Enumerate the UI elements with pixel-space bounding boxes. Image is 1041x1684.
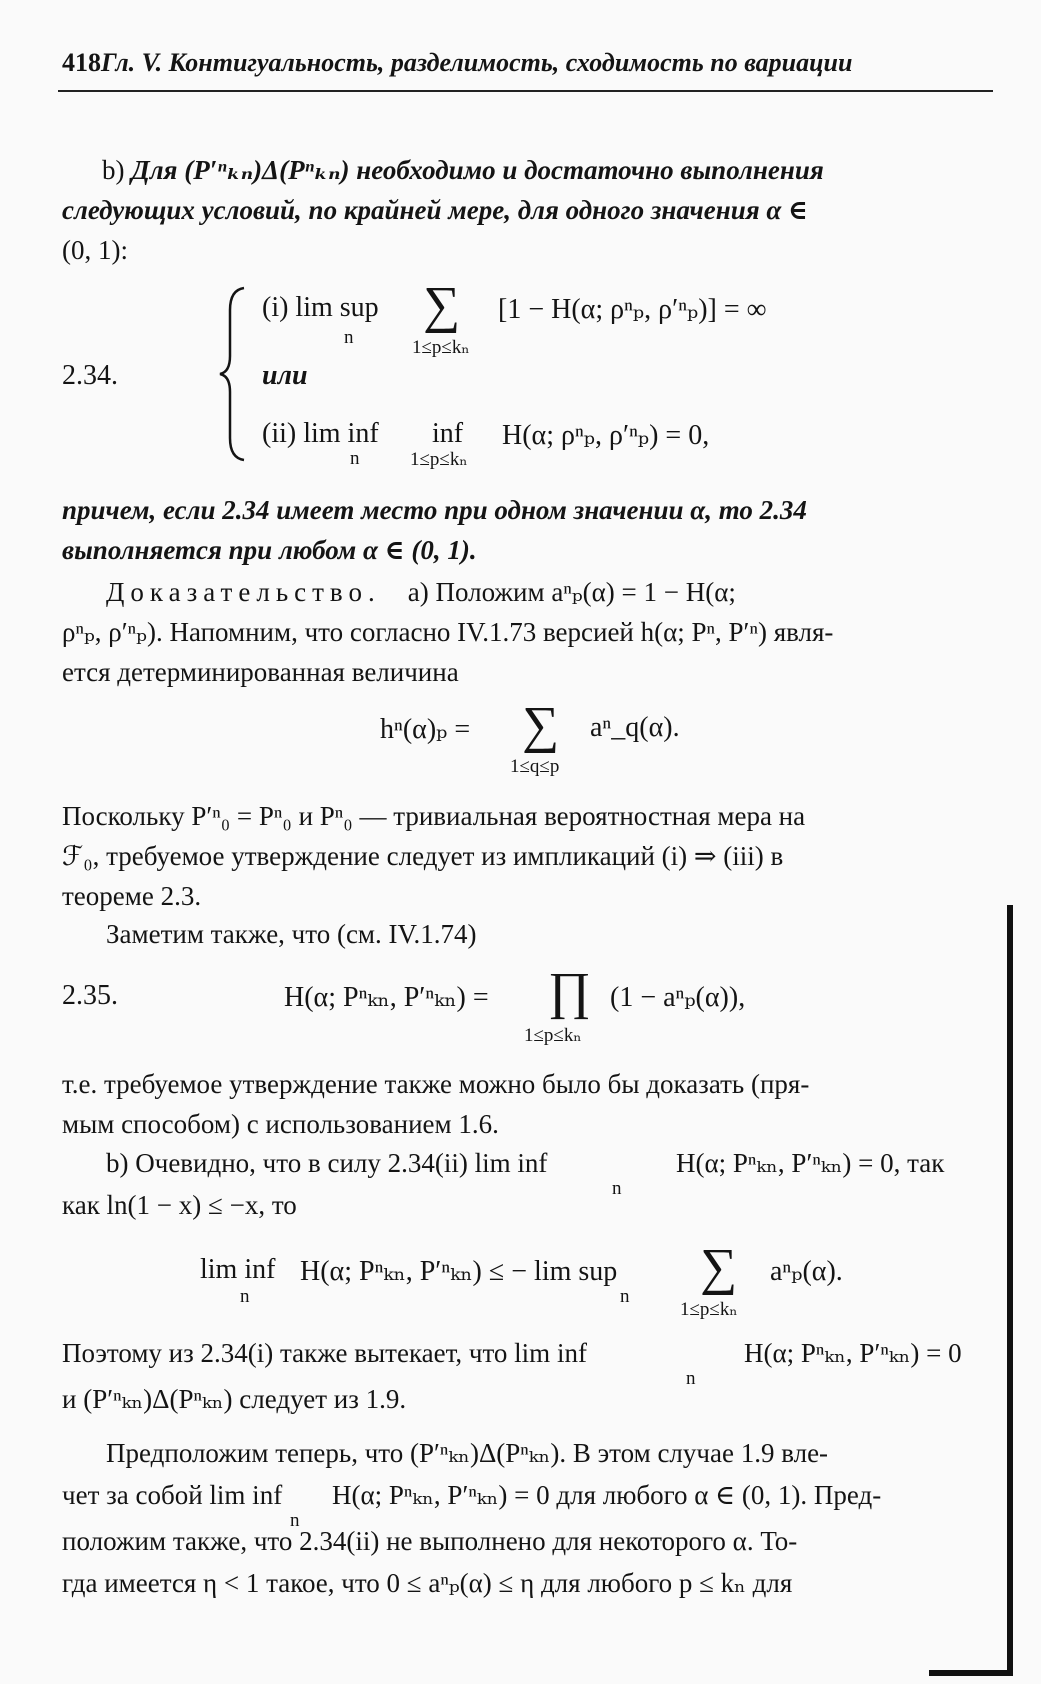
page-number: 418 [62,48,101,77]
proof-word: Доказательство. [106,577,381,607]
after-2-34-line-2: выполняется при любом α ∈ (0, 1). [62,535,477,565]
after-2-34-line-1: причем, если 2.34 имеет место при одном значении α, то 2.34 [62,495,807,525]
eq-liminf-mid: H(α; Pⁿₖₙ, P′ⁿₖₙ) ≤ − lim sup [300,1256,618,1287]
scan-edge-vertical [1007,905,1013,1675]
eq-2-34-ii-rhs: H(α; ρⁿₚ, ρ′ⁿₚ) = 0, [502,420,710,451]
para-since [62,796,997,916]
para-suppose-sub: n [290,1510,300,1531]
para-suppose-line-1: Предположим теперь, что (P′ⁿₖₙ)Δ(Pⁿₖₙ). В этом случае 1.9 вле- [106,1438,829,1468]
eq-h-range: 1≤q≤p [510,756,560,777]
eq-2-34-or: или [262,360,308,391]
running-title: Гл. V. Контигуальность, разделимость, сходимость по вариации [101,48,853,77]
proof-line-1: a) Положим aⁿₚ(α) = 1 − H(α; [407,577,736,607]
para-suppose-line-2b: H(α; Pⁿₖₙ, P′ⁿₖₙ) = 0 для любого α ∈ (0, 1). Пред- [332,1480,882,1510]
eq-liminf-range: 1≤p≤kₙ [680,1299,738,1320]
sum-sign: ∑ [522,697,560,754]
statement-b-line-2: следующих условий, по крайней мере, для одного значения α ∈ [62,195,809,225]
para-ie-line-2: мым способом) с использованием 1.6. [62,1109,499,1139]
para-hence-line-1b: H(α; Pⁿₖₙ, P′ⁿₖₙ) = 0 [744,1338,962,1368]
eq-2-34-i-lim: (i) lim sup [262,292,379,323]
sum-sign: ∑ [700,1239,738,1296]
eq-liminf-lhs: lim inf [200,1254,276,1285]
eq-2-35-rhs: (1 − aⁿₚ(α)), [610,982,746,1013]
statement-b-line-3: (0, 1): [62,235,128,265]
para-b-line-1a: b) Очевидно, что в силу 2.34(ii) lim inf [106,1148,548,1178]
eq-liminf-rhs: aⁿₚ(α). [770,1256,843,1287]
statement-b-line-1: Для (P′ⁿₖₙ)Δ(Pⁿₖₙ) необходимо и достаточно выполнения [131,155,824,185]
proof-line-2: ρⁿₚ, ρ′ⁿₚ). Напомним, что согласно IV.1.73 версией h(α; Pⁿ, P′ⁿ) явля- [62,617,834,647]
para-b-sub: n [612,1178,622,1199]
para-b-line-2: как ln(1 − x) ≤ −x, то [62,1190,297,1220]
eq-2-34-i-range: 1≤p≤kₙ [412,337,470,358]
para-hence-line-2: и (P′ⁿₖₙ)Δ(Pⁿₖₙ) следует из 1.9. [62,1384,407,1414]
eq-liminf-lhs-sub: n [240,1286,250,1307]
statement-b [62,150,997,270]
sum-sign: ∑ [423,277,461,334]
para-since-line-3: теореме 2.3. [62,881,202,911]
eq-h-rhs: aⁿ_q(α). [590,712,680,743]
para-suppose-line-3: положим также, что 2.34(ii) не выполнено для некоторого α. То- [62,1526,798,1556]
scan-edge-horizontal [929,1670,1013,1676]
para-hence-sub: n [686,1368,696,1389]
para-ie-line-1: т.е. требуемое утверждение также можно было бы доказать (пря- [62,1069,810,1099]
statement-b-lead: b) [102,155,125,185]
proof-paragraph [62,572,997,692]
eq-2-34-ii-sub: n [350,448,360,469]
header-rule [58,90,993,92]
left-brace [218,286,248,462]
eq-2-34-i-rhs: [1 − H(α; ρⁿₚ, ρ′ⁿₚ)] = ∞ [498,294,767,325]
para-note: Заметим также, что (см. IV.1.74) [106,919,477,949]
para-b-line-1b: H(α; Pⁿₖₙ, P′ⁿₖₙ) = 0, так [676,1148,945,1178]
eq-2-34-label: 2.34. [62,360,118,391]
product-sign: ∏ [548,963,591,1020]
eq-2-34-ii-lim: (ii) lim inf [262,418,379,449]
para-ie [62,1064,997,1144]
para-hence-line-1a: Поэтому из 2.34(i) также вытекает, что lim inf [62,1338,587,1368]
para-since-line-1: Поскольку P′ⁿ₀ = Pⁿ₀ и Pⁿ₀ — тривиальная вероятностная мера на [62,801,806,831]
after-2-34 [62,490,997,570]
eq-h-lhs: hⁿ(α)ₚ = [380,714,471,745]
proof-line-3: ется детерминированная величина [62,657,459,687]
para-suppose-line-4: гда имеется η < 1 такое, что 0 ≤ aⁿₚ(α) ≤ η для любого p ≤ kₙ для [62,1568,793,1598]
eq-2-35-label: 2.35. [62,980,118,1011]
eq-2-35-range: 1≤p≤kₙ [524,1025,582,1046]
running-header [62,48,962,78]
eq-2-34-i-sub: n [344,327,354,348]
eq-2-35-lhs: H(α; Pⁿₖₙ, P′ⁿₖₙ) = [284,982,489,1013]
eq-2-34-ii-inf: inf [432,418,464,449]
para-since-line-2: ℱ₀, требуемое утверждение следует из импликаций (i) ⇒ (iii) в [62,841,784,871]
eq-2-34-ii-range: 1≤p≤kₙ [410,449,468,470]
eq-liminf-mid-sub: n [620,1286,630,1307]
para-suppose-line-2a: чет за собой lim inf [62,1480,283,1510]
